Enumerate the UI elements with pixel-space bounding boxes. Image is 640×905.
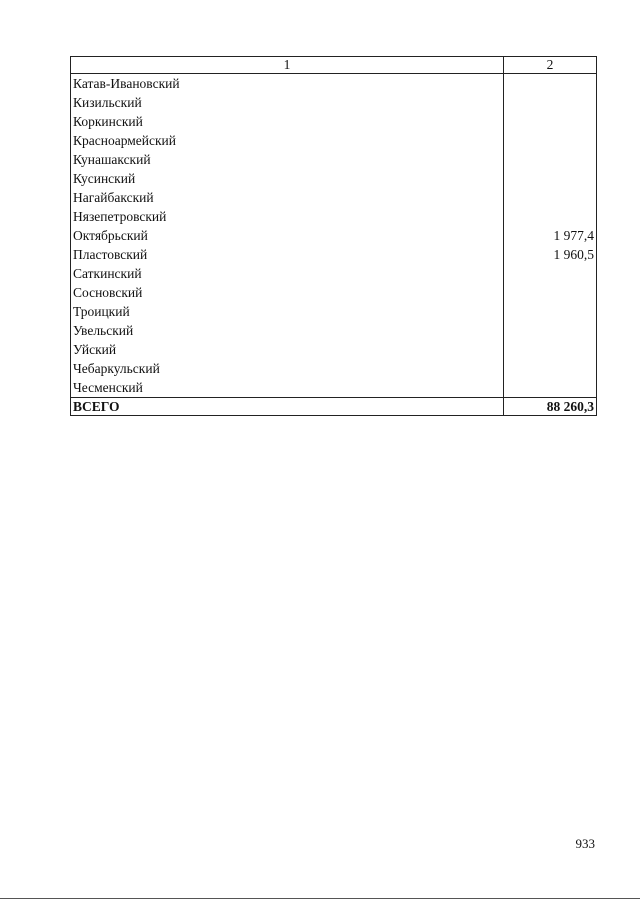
table-row	[71, 207, 597, 226]
district-name: Чесменский	[71, 378, 504, 398]
page-number: 933	[575, 836, 595, 851]
table-row	[71, 245, 597, 264]
district-value: 1 977,4	[504, 226, 597, 245]
total-value: 88 260,3	[504, 398, 597, 416]
table-row	[71, 378, 597, 398]
district-value	[504, 131, 597, 150]
district-name: Катав-Ивановский	[71, 74, 504, 94]
district-value	[504, 188, 597, 207]
district-value	[504, 283, 597, 302]
district-name: Красноармейский	[71, 131, 504, 150]
column-header-1: 1	[71, 57, 504, 74]
table-row	[71, 321, 597, 340]
district-name: Пластовский	[71, 245, 504, 264]
district-name: Увельский	[71, 321, 504, 340]
district-name: Нагайбакский	[71, 188, 504, 207]
district-value	[504, 340, 597, 359]
bottom-divider	[0, 898, 640, 899]
table-row	[71, 112, 597, 131]
district-value: 1 960,5	[504, 245, 597, 264]
district-name: Уйский	[71, 340, 504, 359]
district-value	[504, 74, 597, 94]
table-row	[71, 264, 597, 283]
table-row	[71, 226, 597, 245]
district-value	[504, 150, 597, 169]
header-row	[71, 57, 597, 74]
district-value	[504, 112, 597, 131]
district-name: Кизильский	[71, 93, 504, 112]
table-row	[71, 359, 597, 378]
district-name: Саткинский	[71, 264, 504, 283]
district-name: Октябрьский	[71, 226, 504, 245]
district-table	[70, 56, 597, 416]
district-value	[504, 93, 597, 112]
table-row	[71, 150, 597, 169]
table-row	[71, 302, 597, 321]
district-name: Сосновский	[71, 283, 504, 302]
district-value	[504, 169, 597, 188]
district-name: Кусинский	[71, 169, 504, 188]
district-name: Чебаркульский	[71, 359, 504, 378]
district-value	[504, 264, 597, 283]
district-value	[504, 378, 597, 398]
district-value	[504, 207, 597, 226]
table-row	[71, 283, 597, 302]
district-value	[504, 359, 597, 378]
total-label: ВСЕГО	[71, 398, 504, 416]
district-name: Кунашакский	[71, 150, 504, 169]
table-row	[71, 169, 597, 188]
table-row	[71, 74, 597, 94]
district-name: Троицкий	[71, 302, 504, 321]
total-row	[71, 398, 597, 416]
table-row	[71, 188, 597, 207]
district-name: Коркинский	[71, 112, 504, 131]
table-row	[71, 340, 597, 359]
district-name: Нязепетровский	[71, 207, 504, 226]
table-row	[71, 93, 597, 112]
district-value	[504, 302, 597, 321]
table-row	[71, 131, 597, 150]
district-value	[504, 321, 597, 340]
column-header-2: 2	[504, 57, 597, 74]
